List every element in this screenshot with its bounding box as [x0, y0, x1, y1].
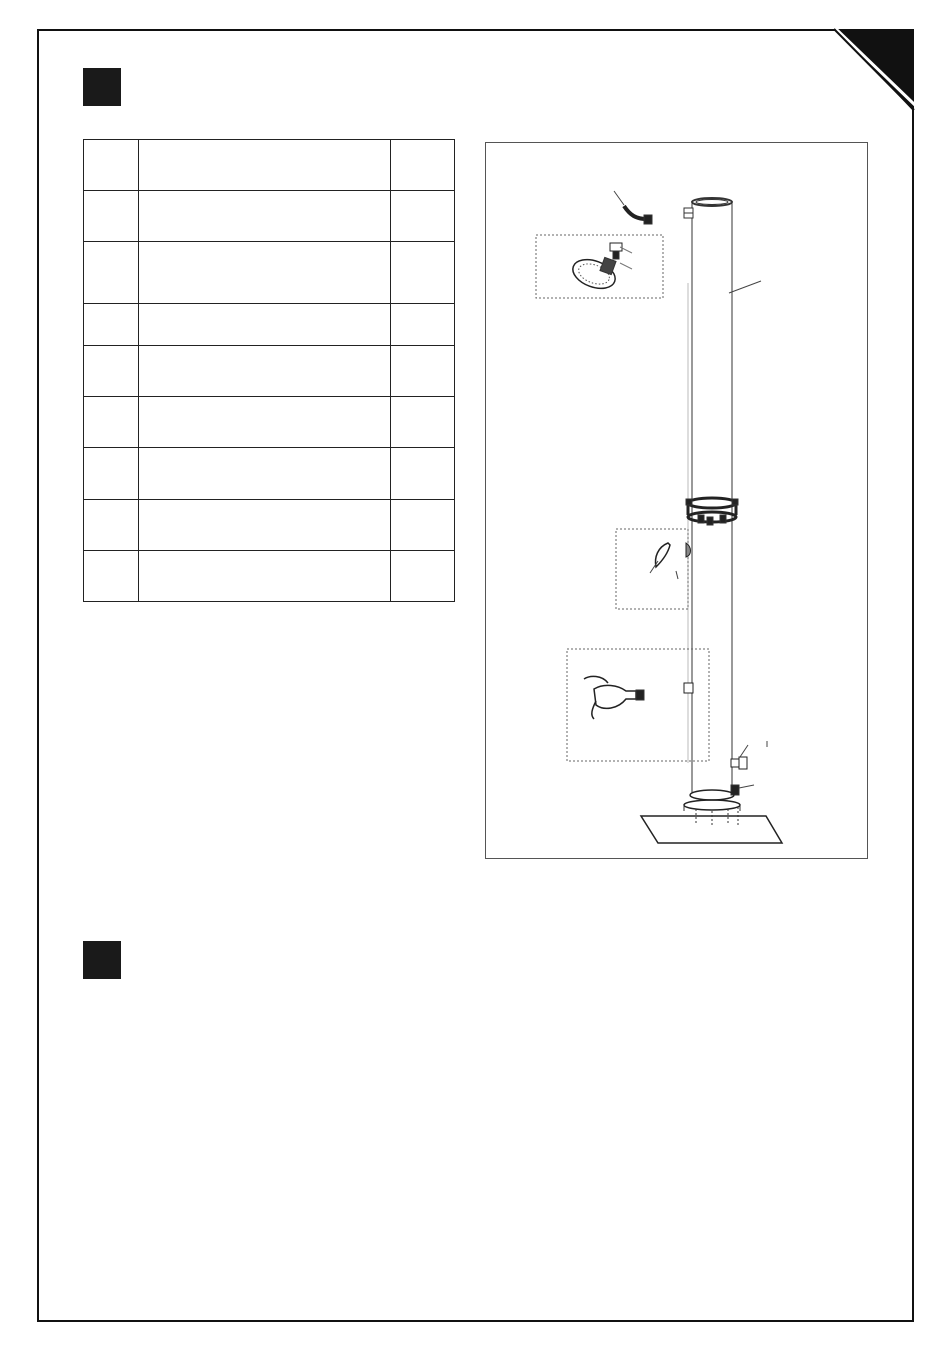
section-marker-1: [83, 68, 121, 106]
table-cell-qty: [391, 346, 455, 397]
table-row: [84, 242, 455, 304]
table-cell-description: [139, 500, 391, 551]
table-row: [84, 346, 455, 397]
section-marker-2: [83, 941, 121, 979]
table-cell-qty: [391, 500, 455, 551]
table-cell-description: [139, 551, 391, 602]
table-cell-qty: [391, 304, 455, 346]
foot-valve-detail: [616, 529, 691, 609]
table-cell-no: [84, 551, 139, 602]
table-cell-description: [139, 397, 391, 448]
table-cell-description: [139, 304, 391, 346]
table-cell-qty: [391, 242, 455, 304]
table-row: [84, 551, 455, 602]
table-row: [84, 500, 455, 551]
upper-connector: [684, 208, 693, 218]
table-row: [84, 397, 455, 448]
shower-arm: [614, 191, 652, 224]
table-cell-qty: [391, 448, 455, 500]
table-cell-no: [84, 397, 139, 448]
table-cell-description: [139, 242, 391, 304]
table-cell-description: [139, 346, 391, 397]
lower-connector: [731, 741, 767, 795]
table-cell-no: [84, 304, 139, 346]
table-cell-qty: [391, 140, 455, 191]
assembly-diagram: [485, 142, 868, 859]
table-cell-qty: [391, 397, 455, 448]
table-row: [84, 448, 455, 500]
table-cell-description: [139, 191, 391, 242]
base-plate: [641, 790, 782, 843]
column-callout-line: [729, 281, 761, 293]
table-row: [84, 304, 455, 346]
shower-head-detail: [536, 235, 663, 298]
table-cell-no: [84, 448, 139, 500]
table-cell-no: [84, 140, 139, 191]
table-cell-no: [84, 191, 139, 242]
table-cell-description: [139, 140, 391, 191]
parts-table: [83, 139, 455, 602]
table-cell-no: [84, 500, 139, 551]
column-pipe: [688, 198, 732, 793]
tap: [584, 676, 644, 719]
column-clamp: [686, 498, 738, 525]
table-cell-qty: [391, 191, 455, 242]
shower-head: [569, 243, 632, 294]
table-cell-description: [139, 448, 391, 500]
table-cell-no: [84, 346, 139, 397]
table-cell-no: [84, 242, 139, 304]
table-row: [84, 140, 455, 191]
table-cell-qty: [391, 551, 455, 602]
table-row: [84, 191, 455, 242]
corner-tab: [830, 24, 930, 114]
